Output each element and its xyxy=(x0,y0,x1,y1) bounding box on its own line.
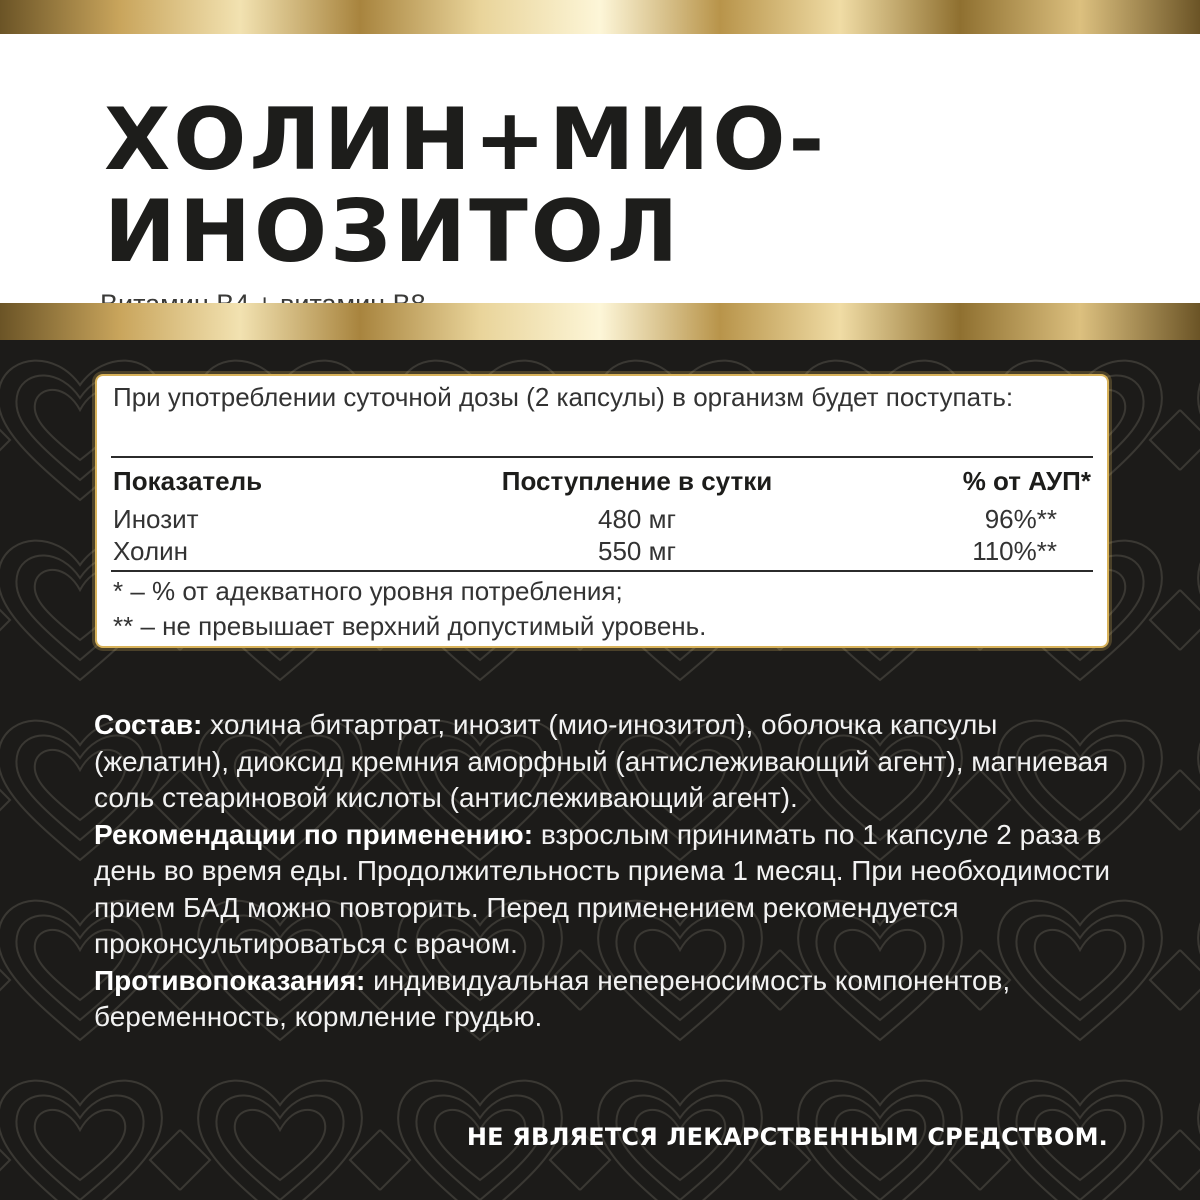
label-header xyxy=(0,34,1200,303)
footnote-adequate-level: * – % от адекватного уровня потребления; xyxy=(113,576,623,606)
daily-dose-box xyxy=(95,374,1109,648)
table-row-choline-name: Холин xyxy=(113,536,188,566)
table-row-inositol-amount: 480 мг xyxy=(598,504,676,534)
product-details xyxy=(94,707,1124,1036)
table-row-inositol-name: Инозит xyxy=(113,504,199,534)
product-title xyxy=(104,90,828,282)
footnote-upper-limit: ** – не превышает верхний допустимый уровень. xyxy=(113,611,707,641)
table-header-percent: % от АУП* xyxy=(962,466,1091,496)
table-row-choline-amount: 550 мг xyxy=(598,536,676,566)
composition-label: Состав: xyxy=(94,709,203,740)
daily-dose-intro: При употреблении суточной дозы (2 капсулы) в организм будет поступать: xyxy=(113,382,1014,412)
top-gold-band xyxy=(0,0,1200,34)
contraindications-label: Противопоказания: xyxy=(94,964,366,996)
composition-paragraph xyxy=(94,707,1124,817)
usage-paragraph xyxy=(94,817,1124,963)
not-a-medicine-notice: НЕ ЯВЛЯЕТСЯ ЛЕКАРСТВЕННЫМ СРЕДСТВОМ. xyxy=(466,1123,1108,1151)
contraindications-paragraph xyxy=(94,963,1124,1036)
usage-label: Рекомендации по применению: xyxy=(94,818,534,850)
usage-text: взрослым принимать по 1 капсуле 2 раза в день во время еды. Продолжительность приема 1 месяц. При необходимости прием БАД можно повторить. Перед применением рекомендуется проконсультироваться с врачом. xyxy=(94,818,1111,959)
product-title-line-2: ИНОЗИТОЛ xyxy=(104,182,682,282)
middle-gold-band xyxy=(0,303,1200,340)
contraindications-text: индивидуальная непереносимость компонентов, беременность, кормление грудью. xyxy=(94,964,1011,1032)
table-top-rule xyxy=(111,456,1093,458)
table-row-choline-percent: 110%** xyxy=(972,536,1057,566)
table-header-daily-intake: Поступление в сутки xyxy=(501,466,773,496)
product-title-line-1: ХОЛИН+МИО- xyxy=(104,90,828,190)
composition-text: холина битартрат, инозит (мио-инозитол), оболочка капсулы (желатин), диоксид кремния аморфный (антислеживающий агент), магниевая соль стеариновой кислоты (антислеживающий агент). xyxy=(94,709,1109,813)
table-header-indicator: Показатель xyxy=(113,466,263,496)
table-row-inositol-percent: 96%** xyxy=(984,504,1057,534)
table-bottom-rule xyxy=(111,570,1093,572)
